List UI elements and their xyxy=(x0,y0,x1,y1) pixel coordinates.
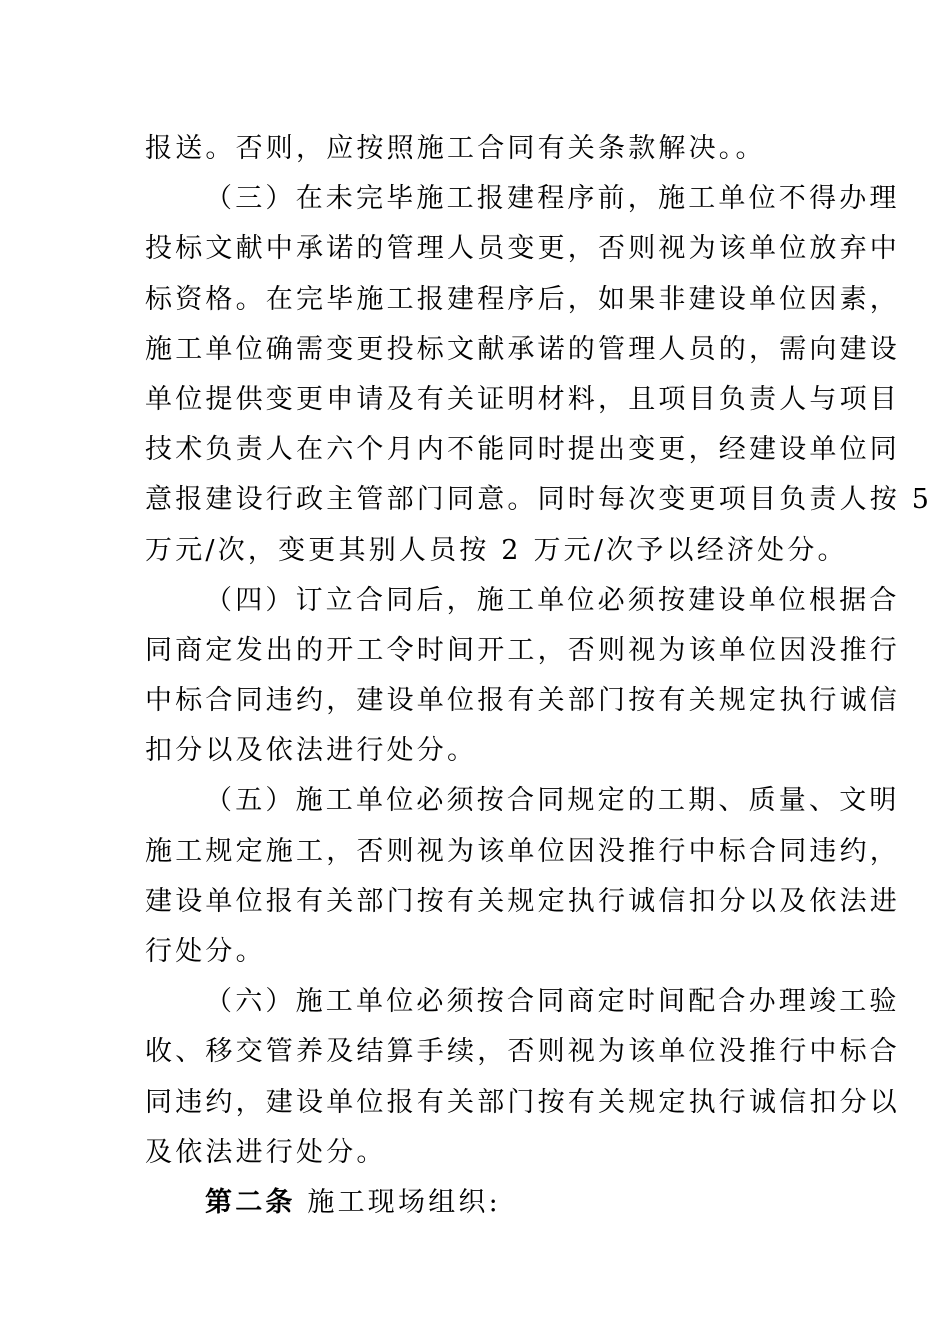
text-line: 投标文献中承诺的管理人员变更，否则视为该单位放弃中 xyxy=(145,233,900,265)
article-title: 施工现场组织: xyxy=(307,1186,501,1218)
text-line: 意报建设行政主管部门同意。同时每次变更项目负责人按 5 xyxy=(145,484,933,516)
text-line: 同违约，建设单位报有关部门按有关规定执行诚信扣分以 xyxy=(145,1086,900,1118)
text-line: （六）施工单位必须按合同商定时间配合办理竣工验 xyxy=(205,986,900,1018)
text-line: 收、移交管养及结算手续，否则视为该单位没推行中标合 xyxy=(145,1036,900,1068)
text-line: 扣分以及依法进行处分。 xyxy=(145,735,478,767)
text-line: 建设单位报有关部门按有关规定执行诚信扣分以及依法进 xyxy=(145,885,900,917)
text-line: 技术负责人在六个月内不能同时提出变更，经建设单位同 xyxy=(145,434,900,466)
text-line: 中标合同违约，建设单位报有关部门按有关规定执行诚信 xyxy=(145,685,900,717)
text-line: （四）订立合同后，施工单位必须按建设单位根据合 xyxy=(205,584,900,616)
text-line: 万元/次，变更其别人员按 2 万元/次予以经济处分。 xyxy=(145,534,848,566)
document-body xyxy=(145,124,933,1228)
text-line: 及依法进行处分。 xyxy=(145,1136,387,1168)
text-line: 报送。否则，应按照施工合同有关条款解决。。 xyxy=(145,133,766,164)
text-line: 同商定发出的开工令时间开工，否则视为该单位因没推行 xyxy=(145,634,900,666)
text-line: 标资格。在完毕施工报建程序后，如果非建设单位因素， xyxy=(145,283,900,315)
text-line: 施工单位确需变更投标文献承诺的管理人员的，需向建设 xyxy=(145,333,900,365)
text-line: 行处分。 xyxy=(145,936,266,967)
text-line: 单位提供变更申请及有关证明材料，且项目负责人与项目 xyxy=(145,383,900,415)
article-number: 第二条 xyxy=(205,1186,296,1218)
text-line: （三）在未完毕施工报建程序前，施工单位不得办理 xyxy=(205,183,900,215)
text-line: 施工规定施工，否则视为该单位因没推行中标合同违约， xyxy=(145,835,900,867)
article-heading xyxy=(145,1178,810,1228)
text-line: （五）施工单位必须按合同规定的工期、质量、文明 xyxy=(205,785,900,817)
